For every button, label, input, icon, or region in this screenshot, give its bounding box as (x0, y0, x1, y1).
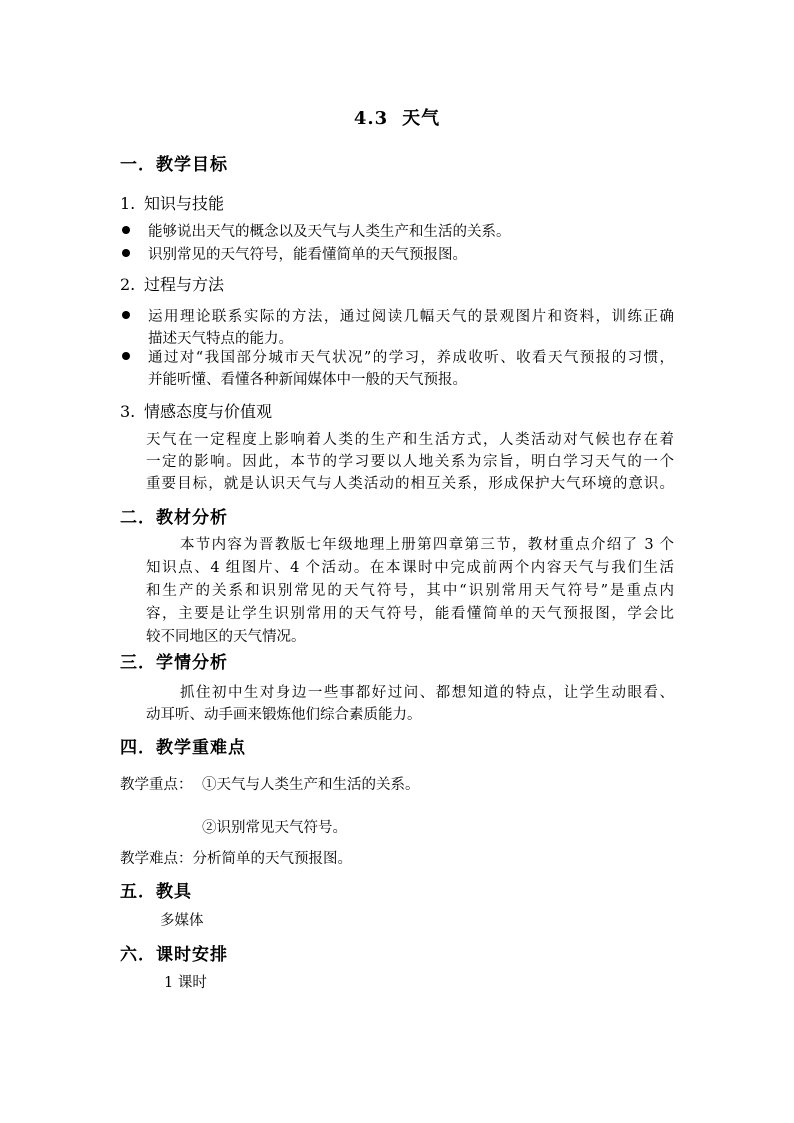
subheading-process (120, 272, 224, 295)
subheading-knowledge (120, 191, 224, 214)
page-title (0, 104, 794, 130)
schedule-text: 1 课时 (164, 975, 207, 991)
paragraph-line: 和生产的关系和识别常见的天气符号，其中“识别常用天气符号”是重点内 (146, 583, 674, 599)
paragraph-line: 动耳听、动手画来锻炼他们综合素质能力。 (146, 707, 422, 723)
bullet-text-continued: 并能听懂、看懂各种新闻媒体中一般的天气预报。 (148, 372, 467, 388)
paragraph-line: 本节内容为晋教版七年级地理上册第四章第三节，教材重点介绍了 3 个 (180, 537, 674, 553)
key-item: ①天气与人类生产和生活的关系。 (202, 777, 420, 793)
subheading-attitude (120, 399, 272, 422)
paragraph-line: 天气在一定程度上影响着人类的生产和生活方式，人类活动对气候也存在着 (146, 432, 674, 448)
section-heading-tools: 五．教具 (120, 882, 192, 902)
bullet-text-continued: 描述天气特点的能力。 (148, 331, 293, 347)
paragraph-line: 抓住初中生对身边一些事都好过问、都想知道的特点，让学生动眼看、 (180, 685, 674, 701)
bullet-icon (122, 352, 130, 360)
key-item: ②识别常见天气符号。 (202, 820, 347, 836)
bullet-text: 能够说出天气的概念以及天气与人类生产和生活的关系。 (148, 224, 511, 240)
bullet-icon (122, 249, 130, 257)
key-label: 教学重点： (120, 777, 193, 793)
section-heading-students: 三．学情分析 (120, 653, 228, 673)
title-number: 4.3 (353, 108, 389, 129)
section-heading-schedule: 六．课时安排 (120, 945, 228, 965)
subheading-text: 知识与技能 (144, 194, 225, 213)
bullet-icon (122, 226, 130, 234)
bullet-icon (122, 311, 130, 319)
subheading-text: 情感态度与价值观 (144, 402, 273, 421)
subheading-number: 1. (120, 194, 136, 213)
subheading-number: 3. (120, 402, 136, 421)
bullet-text: 通过对“我国部分城市天气状况”的学习，养成收听、收看天气预报的习惯， (148, 350, 674, 366)
subheading-text: 过程与方法 (144, 275, 225, 294)
section-heading-keypoints: 四．教学重难点 (120, 738, 246, 758)
tools-text: 多媒体 (160, 913, 204, 929)
paragraph-line: 较不同地区的天气情况。 (146, 629, 306, 645)
paragraph-line: 重要目标，就是认识天气与人类活动的相互关系，形成保护大气环境的意识。 (146, 476, 674, 492)
paragraph-line: 知识点、4 组图片、4 个活动。在本课时中完成前两个内容天气与我们生活 (146, 560, 674, 576)
section-heading-objectives: 一．教学目标 (120, 155, 228, 175)
difficulty-line: 教学难点：分析简单的天气预报图。 (120, 851, 352, 867)
section-heading-analysis: 二．教材分析 (120, 508, 228, 528)
paragraph-line: 容，主要是让学生识别常用的天气符号，能看懂简单的天气预报图，学会比 (146, 606, 674, 622)
bullet-text: 运用理论联系实际的方法，通过阅读几幅天气的景观图片和资料，训练正确 (148, 309, 674, 325)
subheading-number: 2. (120, 275, 136, 294)
title-text: 天气 (402, 108, 441, 129)
paragraph-line: 一定的影响。因此，本节的学习要以人地关系为宗旨，明白学习天气的一个 (146, 454, 674, 470)
bullet-text: 识别常见的天气符号，能看懂简单的天气预报图。 (148, 247, 467, 263)
